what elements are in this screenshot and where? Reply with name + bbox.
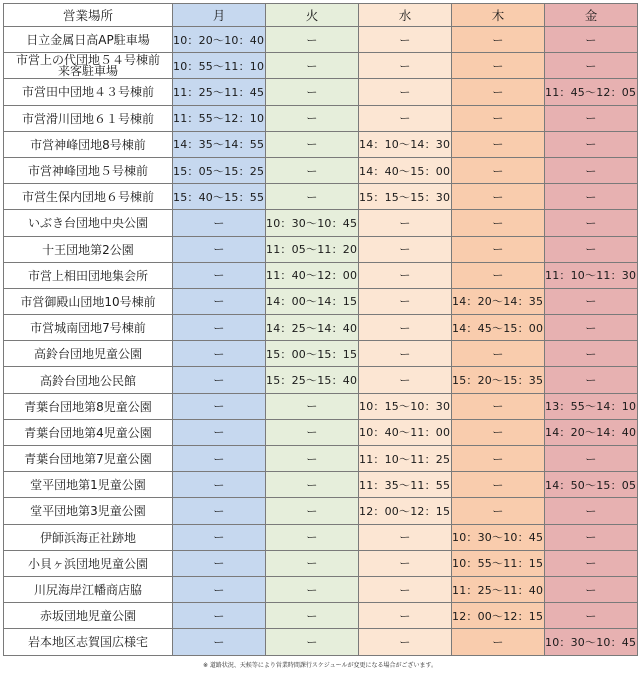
time-cell-thu: ー (452, 419, 545, 445)
time-cell-tue: ー (266, 576, 359, 602)
time-cell-wed: 14：10〜14：30 (359, 131, 452, 157)
location-cell: いぶき台団地中央公園 (4, 210, 173, 236)
time-cell-thu: ー (452, 262, 545, 288)
time-cell-tue: ー (266, 550, 359, 576)
time-cell-thu: 14：45〜15：00 (452, 315, 545, 341)
time-cell-mon: ー (173, 210, 266, 236)
time-cell-fri: 14：20〜14：40 (545, 419, 638, 445)
time-cell-wed: ー (359, 210, 452, 236)
location-cell: 市営上相田団地集会所 (4, 262, 173, 288)
table-row (4, 498, 638, 524)
time-cell-tue: ー (266, 446, 359, 472)
time-cell-wed: ー (359, 367, 452, 393)
time-cell-wed: ー (359, 262, 452, 288)
time-cell-tue: ー (266, 524, 359, 550)
time-cell-wed: ー (359, 236, 452, 262)
time-cell-wed: ー (359, 79, 452, 105)
location-cell: 伊師浜海正社跡地 (4, 524, 173, 550)
time-cell-wed: ー (359, 550, 452, 576)
table-row (4, 79, 638, 105)
time-cell-tue: ー (266, 393, 359, 419)
table-row (4, 393, 638, 419)
table-row (4, 53, 638, 79)
table-row (4, 236, 638, 262)
location-cell: 青葉台団地第7児童公園 (4, 446, 173, 472)
time-cell-fri: ー (545, 27, 638, 53)
time-cell-thu: 12：00〜12：15 (452, 603, 545, 629)
time-cell-tue: 15：25〜15：40 (266, 367, 359, 393)
time-cell-mon: 14：35〜14：55 (173, 131, 266, 157)
time-cell-mon: ー (173, 446, 266, 472)
time-cell-fri: ー (545, 576, 638, 602)
time-cell-mon: ー (173, 419, 266, 445)
header-location: 営業場所 (4, 4, 173, 27)
time-cell-thu: ー (452, 498, 545, 524)
time-cell-mon: ー (173, 629, 266, 655)
time-cell-thu: 10：30〜10：45 (452, 524, 545, 550)
time-cell-wed: ー (359, 603, 452, 629)
time-cell-thu: ー (452, 105, 545, 131)
time-cell-fri: 13：55〜14：10 (545, 393, 638, 419)
time-cell-mon: ー (173, 288, 266, 314)
time-cell-tue: ー (266, 157, 359, 183)
location-cell: 市営田中団地４３号棟前 (4, 79, 173, 105)
time-cell-mon: ー (173, 524, 266, 550)
time-cell-fri: 11：45〜12：05 (545, 79, 638, 105)
header-row (4, 4, 638, 27)
time-cell-tue: ー (266, 131, 359, 157)
header-day-thu: 木 (452, 4, 545, 27)
location-cell: 高鈴台団地児童公園 (4, 341, 173, 367)
location-cell: 市営生保内団地６号棟前 (4, 184, 173, 210)
time-cell-tue: ー (266, 629, 359, 655)
time-cell-fri: ー (545, 315, 638, 341)
time-cell-thu: ー (452, 210, 545, 236)
header-day-fri: 金 (545, 4, 638, 27)
footnote: ※ 道路状況、天候等により営業時間課行スケジュールが変更になる場合がございます。 (202, 662, 438, 669)
time-cell-fri: 14：50〜15：05 (545, 472, 638, 498)
time-cell-thu: 10：55〜11：15 (452, 550, 545, 576)
time-cell-wed: 15：15〜15：30 (359, 184, 452, 210)
time-cell-mon: ー (173, 315, 266, 341)
table-row (4, 419, 638, 445)
header-day-tue: 火 (266, 4, 359, 27)
location-cell: 堂平団地第3児童公園 (4, 498, 173, 524)
table-row (4, 550, 638, 576)
time-cell-thu: ー (452, 629, 545, 655)
location-cell: 市営神峰団地8号棟前 (4, 131, 173, 157)
time-cell-tue: ー (266, 184, 359, 210)
time-cell-tue: 11：05〜11：20 (266, 236, 359, 262)
time-cell-thu: ー (452, 27, 545, 53)
time-cell-thu: ー (452, 53, 545, 79)
time-cell-fri: ー (545, 524, 638, 550)
time-cell-mon: ー (173, 393, 266, 419)
time-cell-mon: ー (173, 472, 266, 498)
time-cell-wed: ー (359, 53, 452, 79)
time-cell-wed: ー (359, 105, 452, 131)
location-cell: 市営城南団地7号棟前 (4, 315, 173, 341)
time-cell-thu: ー (452, 446, 545, 472)
schedule-table (3, 3, 638, 656)
time-cell-tue: ー (266, 419, 359, 445)
table-row (4, 157, 638, 183)
table-row (4, 131, 638, 157)
location-cell: 小貝ヶ浜団地児童公園 (4, 550, 173, 576)
time-cell-wed: ー (359, 341, 452, 367)
time-cell-mon: 15：40〜15：55 (173, 184, 266, 210)
time-cell-tue: 10：30〜10：45 (266, 210, 359, 236)
location-cell: 十王団地第2公園 (4, 236, 173, 262)
table-row (4, 288, 638, 314)
time-cell-fri: ー (545, 288, 638, 314)
table-row (4, 629, 638, 655)
time-cell-thu: 14：20〜14：35 (452, 288, 545, 314)
location-cell: 川尻海岸江幡商店脇 (4, 576, 173, 602)
time-cell-thu: ー (452, 236, 545, 262)
time-cell-mon: ー (173, 498, 266, 524)
location-cell: 市営神峰団地５号棟前 (4, 157, 173, 183)
table-row (4, 105, 638, 131)
time-cell-wed: ー (359, 524, 452, 550)
header-day-mon: 月 (173, 4, 266, 27)
time-cell-mon: ー (173, 341, 266, 367)
table-row (4, 184, 638, 210)
time-cell-tue: ー (266, 472, 359, 498)
time-cell-mon: ー (173, 603, 266, 629)
location-cell: 青葉台団地第8児童公園 (4, 393, 173, 419)
time-cell-mon: ー (173, 367, 266, 393)
time-cell-fri: 10：30〜10：45 (545, 629, 638, 655)
table-row (4, 367, 638, 393)
time-cell-tue: ー (266, 105, 359, 131)
time-cell-tue: ー (266, 27, 359, 53)
time-cell-mon: 10：20〜10：40 (173, 27, 266, 53)
time-cell-fri: ー (545, 236, 638, 262)
table-row (4, 262, 638, 288)
time-cell-thu: ー (452, 393, 545, 419)
time-cell-fri: ー (545, 131, 638, 157)
time-cell-fri: ー (545, 367, 638, 393)
time-cell-wed: ー (359, 288, 452, 314)
time-cell-tue: 14：00〜14：15 (266, 288, 359, 314)
time-cell-fri: ー (545, 157, 638, 183)
time-cell-fri: ー (545, 184, 638, 210)
time-cell-mon: 10：55〜11：10 (173, 53, 266, 79)
location-cell: 市営御殿山団地10号棟前 (4, 288, 173, 314)
time-cell-wed: 10：40〜11：00 (359, 419, 452, 445)
time-cell-fri: ー (545, 341, 638, 367)
time-cell-mon: 15：05〜15：25 (173, 157, 266, 183)
table-row (4, 210, 638, 236)
time-cell-tue: 15：00〜15：15 (266, 341, 359, 367)
location-cell: 堂平団地第1児童公園 (4, 472, 173, 498)
time-cell-thu: ー (452, 131, 545, 157)
time-cell-thu: ー (452, 79, 545, 105)
time-cell-thu: ー (452, 157, 545, 183)
time-cell-mon: 11：55〜12：10 (173, 105, 266, 131)
time-cell-wed: ー (359, 315, 452, 341)
table-row (4, 341, 638, 367)
schedule-body (4, 27, 638, 656)
location-cell: 市営上の代団地５４号棟前 来客駐車場 (4, 53, 173, 79)
time-cell-wed: 11：10〜11：25 (359, 446, 452, 472)
time-cell-thu: 15：20〜15：35 (452, 367, 545, 393)
time-cell-wed: 14：40〜15：00 (359, 157, 452, 183)
table-row (4, 27, 638, 53)
time-cell-thu: ー (452, 472, 545, 498)
header-day-wed: 水 (359, 4, 452, 27)
time-cell-thu: ー (452, 341, 545, 367)
table-row (4, 603, 638, 629)
time-cell-thu: ー (452, 184, 545, 210)
time-cell-mon: ー (173, 576, 266, 602)
time-cell-tue: ー (266, 498, 359, 524)
time-cell-fri: ー (545, 550, 638, 576)
table-row (4, 524, 638, 550)
location-cell: 青葉台団地第4児童公園 (4, 419, 173, 445)
time-cell-tue: 14：25〜14：40 (266, 315, 359, 341)
time-cell-wed: 11：35〜11：55 (359, 472, 452, 498)
time-cell-fri: ー (545, 105, 638, 131)
table-row (4, 472, 638, 498)
time-cell-wed: ー (359, 27, 452, 53)
location-cell: 岩本地区志賀国広様宅 (4, 629, 173, 655)
time-cell-thu: 11：25〜11：40 (452, 576, 545, 602)
location-cell: 赤坂団地児童公園 (4, 603, 173, 629)
location-cell: 日立金属日高AP駐車場 (4, 27, 173, 53)
time-cell-fri: ー (545, 603, 638, 629)
table-row (4, 576, 638, 602)
time-cell-wed: 12：00〜12：15 (359, 498, 452, 524)
time-cell-fri: ー (545, 446, 638, 472)
location-cell: 高鈴台団地公民館 (4, 367, 173, 393)
location-cell: 市営滑川団地６１号棟前 (4, 105, 173, 131)
time-cell-tue: 11：40〜12：00 (266, 262, 359, 288)
table-row (4, 315, 638, 341)
time-cell-wed: ー (359, 576, 452, 602)
time-cell-tue: ー (266, 53, 359, 79)
time-cell-wed: 10：15〜10：30 (359, 393, 452, 419)
time-cell-fri: ー (545, 210, 638, 236)
time-cell-mon: ー (173, 262, 266, 288)
schedule-header (4, 4, 638, 27)
time-cell-tue: ー (266, 603, 359, 629)
table-row (4, 446, 638, 472)
time-cell-wed: ー (359, 629, 452, 655)
time-cell-mon: 11：25〜11：45 (173, 79, 266, 105)
time-cell-tue: ー (266, 79, 359, 105)
time-cell-fri: ー (545, 53, 638, 79)
time-cell-mon: ー (173, 236, 266, 262)
time-cell-mon: ー (173, 550, 266, 576)
time-cell-fri: ー (545, 498, 638, 524)
time-cell-fri: 11：10〜11：30 (545, 262, 638, 288)
